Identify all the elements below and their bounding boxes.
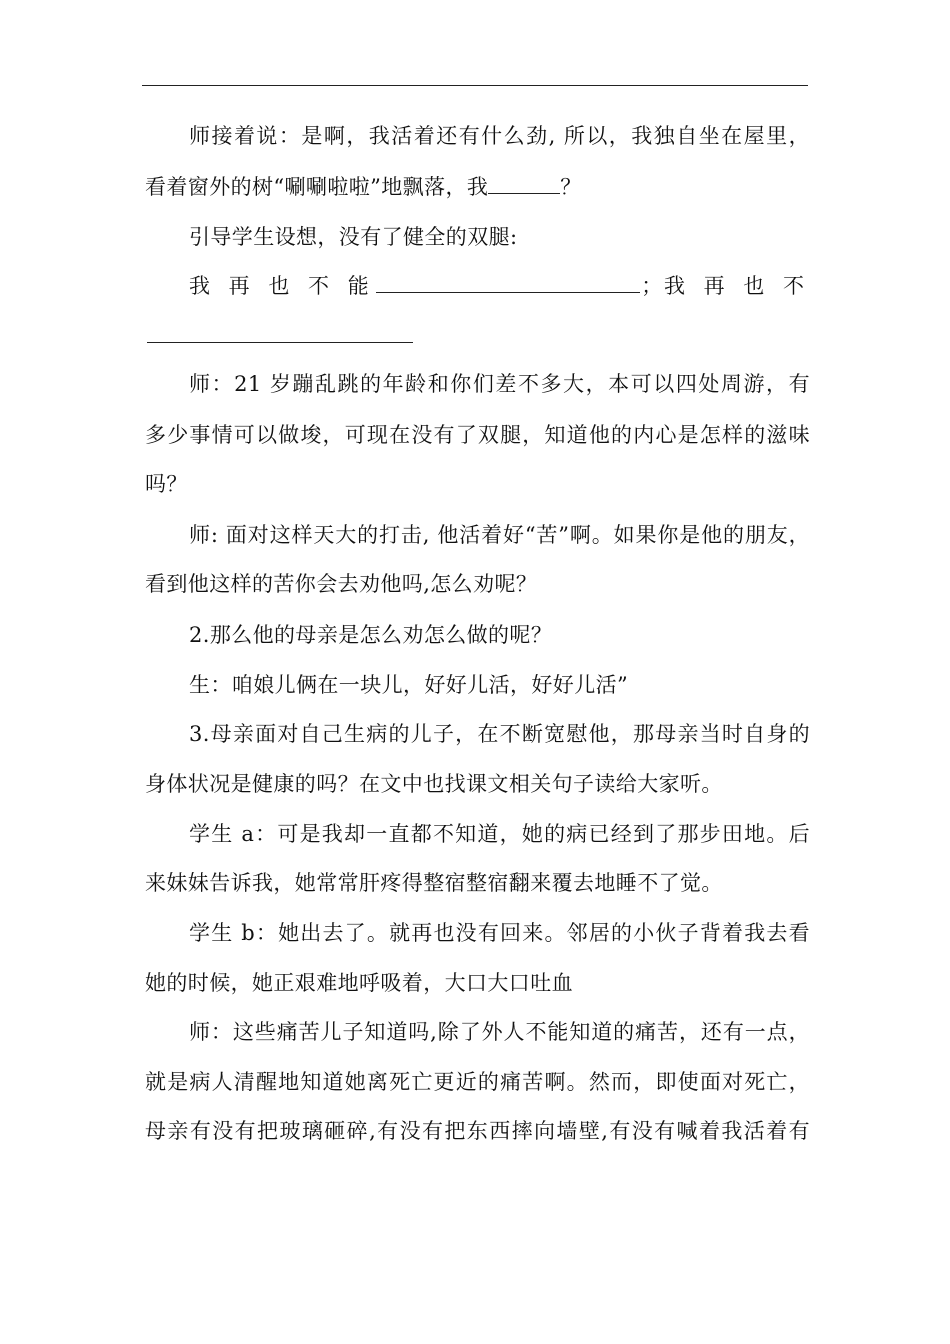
paragraph-6-line-1: 2.那么他的母亲是怎么劝怎么做的呢？ — [189, 623, 553, 647]
paragraph-9-line-2: 来妹妹告诉我，她常常肝疼得整宿整宿翻来覆去地睡不了觉。 — [145, 871, 723, 895]
paragraph-8-line-2: 身体状况是健康的吗？在文中也找课文相关句子读给大家听。 — [145, 772, 723, 796]
paragraph-11-line-2: 就是病人清醒地知道她离死亡更近的痛苦啊。然而，即使面对死亡， — [145, 1070, 810, 1094]
paragraph-4-line-1: 师：21 岁蹦乱跳的年龄和你们差不多大，本可以四处周游，有 — [189, 372, 810, 396]
fill-blank-2[interactable] — [376, 272, 640, 293]
fill-blank-1[interactable] — [488, 173, 560, 194]
paragraph-1-line-2-text: 看着窗外的树“唰唰啦啦”地飘落，我 — [145, 175, 489, 199]
paragraph-1-line-2 — [145, 172, 810, 202]
paragraph-5-line-1: 师: 面对这样天大的打击, 他活着好“苦”啊。如果你是他的朋友， — [189, 523, 810, 547]
paragraph-9-line-1: 学生 a：可是我却一直都不知道，她的病已经到了那步田地。后 — [189, 822, 810, 846]
paragraph-1-line-1: 师接着说：是啊，我活着还有什么劲, 所以，我独自坐在屋里， — [189, 124, 810, 148]
paragraph-11-line-1: 师：这些痛苦儿子知道吗,除了外人不能知道的痛苦，还有一点， — [189, 1020, 810, 1044]
fill-in-separator: ； — [641, 274, 663, 298]
fill-in-prefix: 我 再 也 不 能 — [189, 274, 375, 298]
paragraph-7-line-1: 生：咱娘儿俩在一块儿，好好儿活，好好儿活” — [189, 673, 629, 697]
paragraph-1-line-2-end: ？ — [560, 175, 582, 199]
paragraph-10-line-2: 她的时候，她正艰难地呼吸着，大口大口吐血 — [145, 971, 573, 995]
paragraph-5-line-2: 看到他这样的苦你会去劝他吗,怎么劝呢？ — [145, 572, 538, 596]
fill-in-suffix: 我 再 也 不 — [663, 274, 810, 298]
paragraph-4-line-2: 多少事情可以做埈，可现在没有了双腿，知道他的内心是怎样的滋味 — [145, 423, 810, 447]
header-rule — [142, 85, 808, 86]
paragraph-8-line-1: 3.母亲面对自己生病的儿子，在不断宽慰他，那母亲当时自身的 — [189, 722, 810, 746]
fill-blank-3[interactable] — [147, 342, 413, 343]
paragraph-10-line-1: 学生 b：她出去了。就再也没有回来。邻居的小伙子背着我去看 — [189, 921, 810, 945]
paragraph-11-line-3: 母亲有没有把玻璃砸碎,有没有把东西摔向墙壁,有没有喊着我活着有 — [145, 1119, 810, 1143]
fill-in-line — [189, 271, 810, 301]
paragraph-4-line-3: 吗？ — [145, 472, 188, 496]
paragraph-2-line-1: 引导学生设想，没有了健全的双腿: — [189, 225, 518, 249]
